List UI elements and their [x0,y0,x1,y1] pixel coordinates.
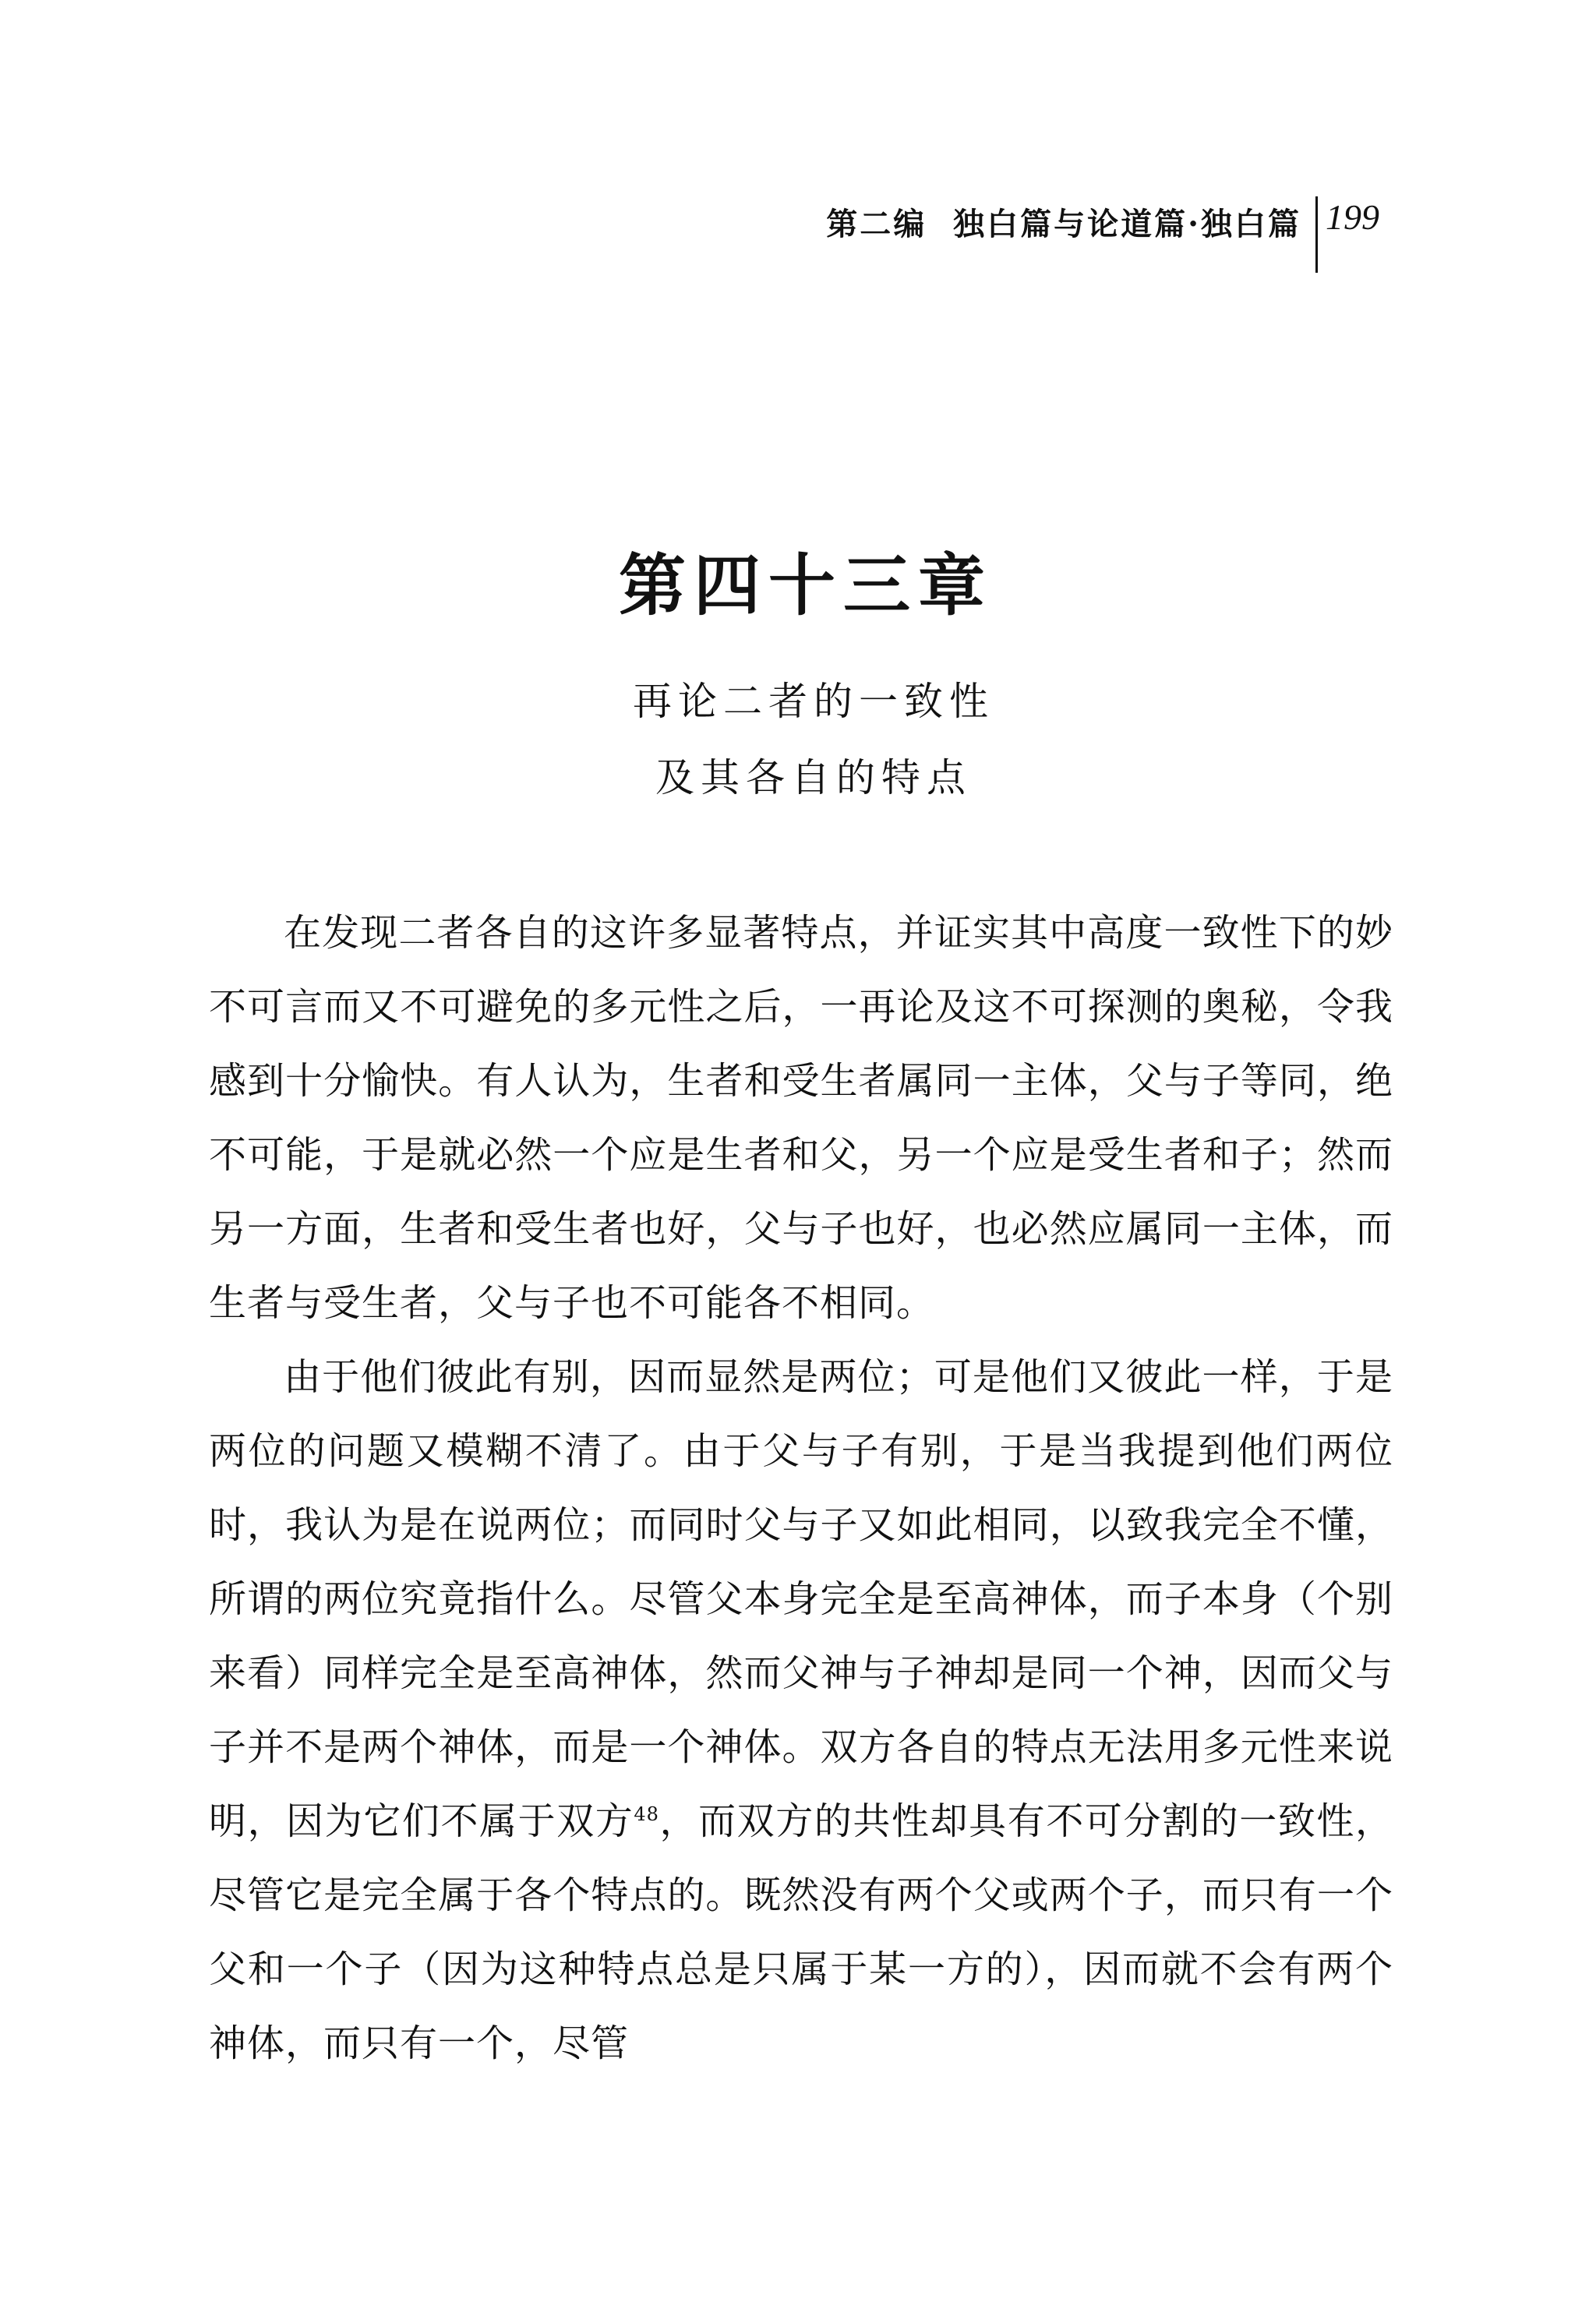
paragraph-2-part-1: 由于他们彼此有别，因而显然是两位；可是他们又彼此一样，于是两位的问题又模糊不清了。由于父与子有别，于是当我提到他们两位时，我认为是在说两位；而同时父与子又如此相同，以致我完全不懂，所谓的两位究竟指什么。尽管父本身完全是至高神体，而子本身（个别来看）同样完全是至高神体，然而父神与子神却是同一个神，因而父与子并不是两个神体，而是一个神体。双方各自的特点无法用多元性来说明，因为它们不属于双方 [209,1355,1393,1843]
body-text [209,896,1393,2081]
running-header [826,196,1379,273]
running-title: 第二编 独白篇与论道篇·独白篇 [826,206,1301,242]
chapter-subtitle-line-2: 及其各自的特点 [655,755,972,800]
paragraph-1: 在发现二者各自的这许多显著特点，并证实其中高度一致性下的妙不可言而又不可避免的多元性之后，一再论及这不可探测的奥秘，令我感到十分愉快。有人认为，生者和受生者属同一主体，父与子等同，绝不可能，于是就必然一个应是生者和父，另一个应是受生者和子；然而另一方面，生者和受生者也好，父与子也好，也必然应属同一主体，而生者与受生者，父与子也不可能各不相同。 [209,911,1393,1325]
paragraph-2-part-2: ，而双方的共性却具有不可分割的一致性，尽管它是完全属于各个特点的。既然没有两个父或两个子，而只有一个父和一个子（因为这种特点总是只属于某一方的），因而就不会有两个神体，而只有一个，尽管 [209,1799,1393,2065]
page-number: 199 [1326,197,1379,237]
footnote-marker[interactable]: 48 [634,1803,659,1825]
paragraph-2 [209,1340,1393,2081]
chapter-title: 第四十三章 [619,546,993,625]
chapter-subtitle-line-1: 再论二者的一致性 [633,679,994,724]
